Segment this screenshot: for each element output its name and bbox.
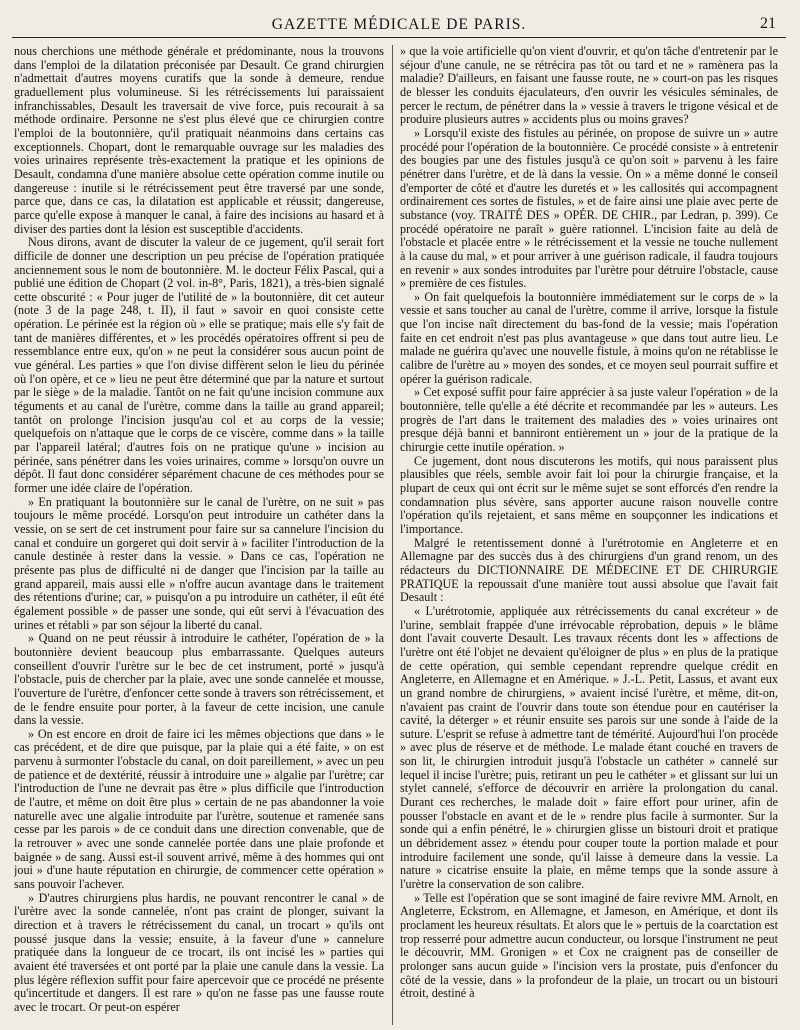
paragraph: » En pratiquant la boutonnière sur le canal de l'urètre, on ne suit » pas toujours le même procédé. Lorsqu'on peut introduire un cathéter dans la vessie, on se sert de cet instrument pour faire sur sa cannelure l'incision du canal et conduire un gorgeret qui doit servir à » faciliter l'introduction de la canule destinée à rester dans la vessie. » Dans ce cas, l'opération ne présente pas plus de difficulté ni de danger que l'incision par la taille au grand appareil, mais aussi elle » n'offre aucun avantage dans le traitement des rétentions d'urine; car, » puisqu'on a pu introduire un cathéter, il eût été également possible » de passer une sonde, qui eût servi à l'évacuation des urines et rétabli » par son séjour la liberté du canal. (14, 494, 384, 632)
paragraph: » Lorsqu'il existe des fistules au périnée, on propose de suivre un » autre procédé pour l'opération de la boutonnière. Ce procédé consiste » à entretenir des bougies par une des fistules jusqu'à ce qu'on soit » parvenu à les faire pénétrer dans l'urètre, et de là dans la vessie. On » a même donné le conseil d'emporter de côté et d'autre les duretés et » les callosités qui accompagnent ordinairement ces sortes de fistules, » et de faire ainsi une plaie avec perte de substance (voy. TRAITÉ DES » OPÉR. DE CHIR., par Ledran, p. 399). Ce procédé opératoire ne paraît » guère rationnel. L'incision faite au delà de l'obstacle et placée entre » le rétrécissement et la vessie ne touche nullement à la cause du mal, » et pour arriver à une guérison radicale, il faudra toujours en revenir » aux sondes introduites par l'urètre pour détruire l'obstacle, cause » première de ces fistules. (400, 125, 778, 291)
column-separator (392, 45, 393, 1025)
right-column (400, 45, 778, 1025)
page-number: 21 (760, 15, 776, 32)
paragraph: » que la voie artificielle qu'on vient d'ouvrir, et qu'on tâche d'entretenir par le séjour d'une canule, ne se rétrécira pas tôt ou tard et ne » ramènera pas la maladie? D'ailleurs, en faisant une fausse route, ne » court-on pas les risques de blesser les conduits éjaculateurs, d'en ouvrir les vésicules séminales, de percer le rectum, de pénétrer dans la » vessie à travers le trigone vésical et de produire plusieurs autres » accidents plus ou moins graves? (400, 45, 778, 127)
paragraph: » Telle est l'opération que se sont imaginé de faire revivre MM. Arnolt, en Angleterre, Eckstrom, en Allemagne, et Jameson, en Amérique, et dont ils proclament les heureux résultats. Et alors que le » pertuis de la coarctation est trop resserré pour admettre aucun conducteur, ou lorsque l'instrument ne peut le découvrir, MM. Gronigen » et Cox ne craignent pas de conseiller de prolonger sans aucun guide » l'incision vers la prostate, puis d'enfoncer du côté de la vessie, dans » la profondeur de la plaie, un trocart ou un bistouri étroit, destiné à (400, 890, 778, 1001)
paragraph: nous cherchions une méthode générale et prédominante, nous la trouvons dans l'emploi de la dilatation préconisée par Desault. Ce grand chirurgien n'admettait d'autres moyens curatifs que la sonde à demeure, rendue graduellement plus volumineuse. Si les rétrécissements lui paraissaient infranchissables, Desault les traversait de vive force, puis recourait à sa méthode ordinaire. Personne ne s'est plus élevé que ce chirurgien contre l'emploi de la boutonnière, qu'il pratiquait néanmoins dans certains cas exceptionnels. Chopart, dont le remarquable ouvrage sur les maladies des voies urinaires représente très-exactement la pratique et les opinions de Desault, condamna d'une manière absolue cette opération comme inutile ou dangereuse : inutile si le rétrécissement peut être traversé par une sonde, parce que, dans ce cas, la dilatation est applicable et réussit; dangereuse, parce qu'elle expose à manquer le canal, à faire des incisions au hasard et à diviser des parties dont la lésion est susceptible d'accidents. (14, 45, 384, 236)
journal-title: GAZETTE MÉDICALE DE PARIS. (271, 16, 527, 33)
header-rule (12, 37, 786, 38)
paragraph: » D'autres chirurgiens plus hardis, ne pouvant rencontrer le canal » de l'urètre avec la sonde cannelée, n'ont pas craint de plonger, suivant la direction et à travers le rétrécissement du canal, un trocart » qu'ils ont poussé jusque dans la vessie; ensuite, à la faveur d'une » cannelure pratiquée dans la longueur de ce trocart, ils ont incisé les » parties qui avaient été traversées et ont porté par la plaie une canule dans la vessie. La plus légère réflexion suffit pour faire apercevoir que ce procédé ne présente qu'incertitude et dangers. Il est rare » qu'on ne fasse pas une fausse route avec le trocart. Or peut-on espérer (14, 890, 384, 1014)
paragraph: » On est encore en droit de faire ici les mêmes objections que dans » le cas précédent, et de dire que puisque, par la plaie qui a été faite, » on est parvenu à surmonter l'obstacle du canal, on doit pareillement, » avec un peu de patience et de dextérité, réussir à introduire une » algalie par l'urètre; car l'introduction de l'une ne devrait pas être » plus difficile que l'introduction de l'autre, et même on doit être plus » certain de ne pas abandonner la voie naturelle avec une algalie introduite par l'urètre, soutenue et ramenée sans cesse par les parois » de ce conduit dans une direction convenable, que de la retrouver » avec une sonde cannelée portée dans une plaie profonde et baignée » de sang. Aussi est-il souvent arrivé, même à des hommes qui ont joui » d'une haute réputation en chirurgie, de commencer cette opération » sans pouvoir l'achever. (14, 726, 384, 892)
left-column (14, 45, 384, 1025)
paragraph: Ce jugement, dont nous discuterons les motifs, qui nous paraissent plus plausibles que réels, semble avoir fait loi pour la chirurgie française, et la plupart de ceux qui ont écrit sur le même sujet se sont efforcés d'en rendre la condamnation plus sévère, sans apporter aucune raison nouvelle contre l'opération qu'ils rejetaient, et sans même en soupçonner les indications et l'importance. (400, 453, 778, 536)
paragraph: « L'urétrotomie, appliquée aux rétrécissements du canal excréteur » de l'urine, semblait frappée d'une irrévocable réprobation, depuis » le blâme dont l'avait couverte Desault. Les travaux récents dont les » affections de l'urètre ont été l'objet ne devaient qu'éloigner de plus » en plus de la pratique de cette opération, qui semble cependant reprendre quelque crédit en Angleterre, en Allemagne et en Amérique. » J.-L. Petit, Lassus, et avant eux un grand nombre de chirurgiens, » avaient incisé l'urètre, et même, dit-on, n'avaient pas craint de l'ouvrir dans toute son étendue pour en cautériser la cavité, la déterger » et réunir ensuite ses parois sur une sonde à l'aide de la suture. L'esprit se refuse à admettre tant de témérité. Aujourd'hui l'on procède » avec plus de réserve et de méthode. Le malade étant couché en travers de son lit, le chirurgien introduit jusqu'à l'obstacle un cathéter » cannelé sur lequel il incise l'urètre; puis, retirant un peu le cathéter » et glissant sur lui un stylet cannelé, s'efforce de découvrir en arrière la prolongation du canal. Durant ces recherches, le malade doit » faire effort pour uriner, afin de pousser l'obstacle en avant et de le » rendre plus facile à surmonter. Sur la sonde qui a enfin pénétré, le » chirurgien glisse un bistouri droit et pratique un débridement assez » étendu pour couper toute la portion malade et pour introduire facilement une sonde, qu'il laisse à demeure dans la vessie. La nature » cicatrise ensuite la plaie, en même temps que la sonde assure à l'urètre la conservation de son calibre. (400, 603, 778, 892)
paragraph: Nous dirons, avant de discuter la valeur de ce jugement, qu'il serait fort difficile de donner une description un peu précise de l'opération pratiquée anciennement sous le nom de boutonnière. M. le docteur Félix Pascal, qui a publié une édition de Chopart (2 vol. in-8°, Paris, 1821), a très-bien signalé cette obscurité : « Pour juger de l'utilité de » la boutonnière, dit cet auteur (note 3 de la page 248, t. II), il faut » savoir en quoi consiste cette opération. Le périnée est la région où » elle se pratique; mais elle s'y fait de tant de manières différentes, et » les procédés opératoires offrent si peu de ressemblance entre eux, qu'on » ne peut la considérer sous aucun point de vue général. Les parties » que l'on divise diffèrent selon le lieu du périnée où l'on opère, et ce » lieu ne peut être déterminé que par la nature et surtout par le siège » de la maladie. Tantôt on ne fait qu'une incision commune aux téguments et au canal de l'urètre, comme dans la taille au grand appareil; tantôt on prolonge l'incision jusqu'au col et au corps de la vessie; quelquefois on n'attaque que le corps de ce viscère, comme dans » la taille par l'appareil latéral; d'autres fois on ne pratique qu'une » incision au périnée, sans pénétrer dans les voies urinaires, comme » lorsqu'on ouvre un dépôt. Il faut donc considérer séparément chacune de ces méthodes pour se former une idée claire de l'opération. (14, 235, 384, 495)
paragraph: Malgré le retentissement donné à l'urétrotomie en Angleterre et en Allemagne par des succès dus à des chirurgiens d'un grand renom, un des rédacteurs du DICTIONNAIRE DE MÉDECINE ET DE CHIRURGIE PRATIQUE la repoussait d'une manière tout aussi absolue que l'avait fait Desault : (400, 535, 778, 605)
paragraph: » Quand on ne peut réussir à introduire le cathéter, l'opération de » la boutonnière devient beaucoup plus embarrassante. Quelques auteurs conseillent d'ouvrir l'urètre sur le bec de cet instrument, porté » jusqu'à l'obstacle, puis de chercher par la plaie, avec une sonde cannelée et mousse, l'ouverture de l'urètre, d'enfoncer cette sonde à travers son rétrécissement, et de le fendre ensuite pour porter, à la faveur de cette incision, une canule dans la vessie. (14, 631, 384, 728)
paragraph: » On fait quelquefois la boutonnière immédiatement sur le corps de » la vessie et sans toucher au canal de l'urètre, comme il arrive, lorsque la fistule que l'on incise naît directement du bas-fond de la vessie; mais l'opération faite en cet endroit n'est pas plus avantageuse » que dans tout autre lieu. Le malade ne guérira qu'avec une nouvelle fistule, à moins qu'on ne rétablisse le calibre de l'urètre au » moyen des sondes, et ce moyen seul pourrait suffire et opérer la guérison radicale. (400, 289, 778, 386)
page-header (12, 10, 786, 38)
paragraph: » Cet exposé suffit pour faire apprécier à sa juste valeur l'opération » de la boutonnière, telle qu'elle a été décrite et recommandée par les » auteurs. Les progrès de l'art dans le traitement des maladies des » voies urinaires ont presque déjà banni et banniront entièrement un » jour de la pratique de la chirurgie cette inutile opération. » (400, 385, 778, 455)
